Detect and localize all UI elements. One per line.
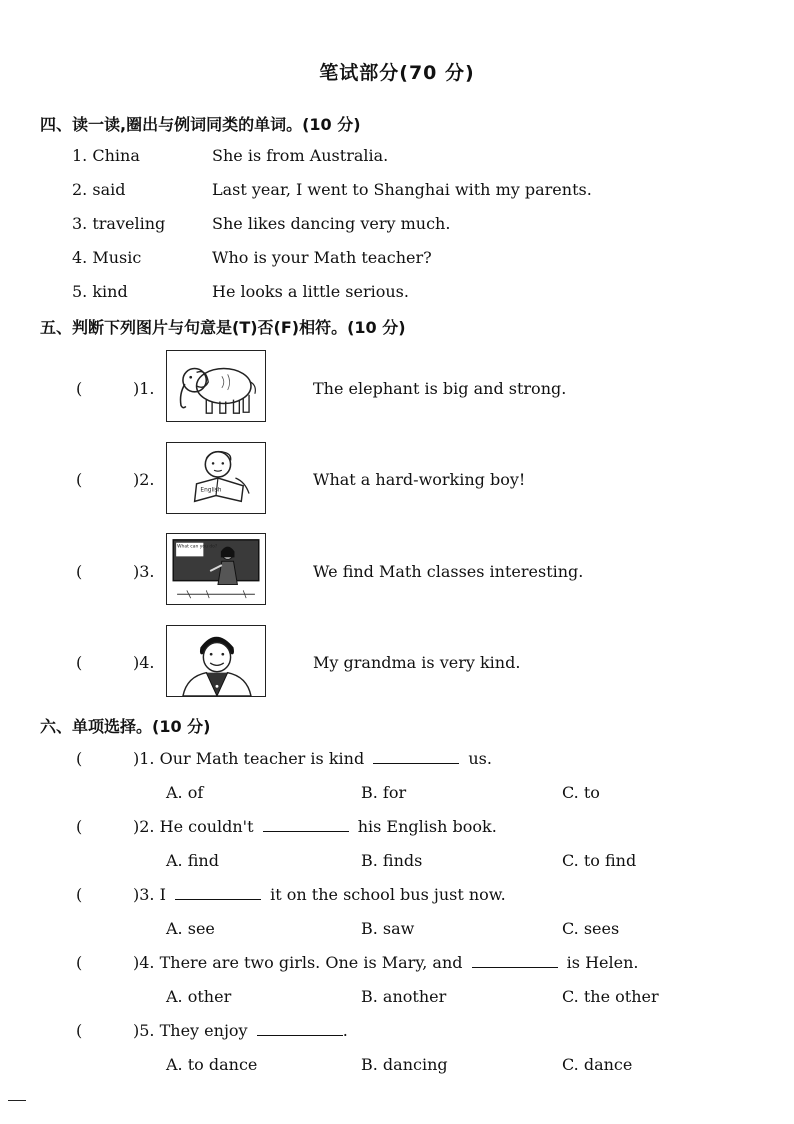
s4-word-1: 1. China <box>72 146 140 165</box>
answer-paren[interactable]: ( <box>76 562 83 581</box>
option-b[interactable]: B. another <box>361 987 447 1006</box>
question-text-after: . <box>342 1021 348 1040</box>
question-text-before: There are two girls. One is Mary, and <box>159 953 463 972</box>
teacher-blackboard-icon <box>167 534 265 604</box>
answer-paren[interactable]: ( <box>76 470 83 489</box>
question-text-after: us. <box>468 749 492 768</box>
reading-boy-picture <box>166 442 266 514</box>
answer-paren[interactable]: ( <box>76 653 83 672</box>
book-label: English <box>200 487 222 494</box>
s4-sentence-5: He looks a little serious. <box>212 282 409 301</box>
question-number: )1. <box>133 379 155 398</box>
page-title: 笔试部分(70 分) <box>319 62 475 84</box>
reading-boy-icon <box>167 443 265 513</box>
option-b[interactable]: B. dancing <box>361 1055 448 1074</box>
answer-blank[interactable] <box>373 762 459 764</box>
option-c[interactable]: C. to <box>562 783 600 802</box>
question-number: )5. <box>133 1021 155 1040</box>
answer-blank[interactable] <box>472 966 558 968</box>
choice-question-5 <box>133 1021 348 1040</box>
choice-question-2 <box>133 817 497 836</box>
s4-word-3: 3. traveling <box>72 214 166 233</box>
question-text-after: is Helen. <box>566 953 639 972</box>
grandma-picture <box>166 625 266 697</box>
section5-heading: 五、判断下列图片与句意是(T)否(F)相符。(10 分) <box>40 318 406 337</box>
option-b[interactable]: B. saw <box>361 919 415 938</box>
s4-sentence-1: She is from Australia. <box>212 146 389 165</box>
section6-heading: 六、单项选择。(10 分) <box>40 717 211 736</box>
answer-paren[interactable]: ( <box>76 817 83 836</box>
answer-paren[interactable]: ( <box>76 1021 83 1040</box>
question-number: )2. <box>133 470 155 489</box>
option-c[interactable]: C. the other <box>562 987 659 1006</box>
s4-word-5: 5. kind <box>72 282 128 301</box>
s4-sentence-3: She likes dancing very much. <box>212 214 451 233</box>
question-number: )3. <box>133 562 155 581</box>
choice-question-1 <box>133 749 492 768</box>
elephant-picture <box>166 350 266 422</box>
s4-sentence-2: Last year, I went to Shanghai with my parents. <box>212 180 592 199</box>
page-edge-mark <box>8 1100 26 1101</box>
answer-blank[interactable] <box>175 898 261 900</box>
teacher-blackboard-picture <box>166 533 266 605</box>
question-number: )2. <box>133 817 155 836</box>
answer-paren[interactable]: ( <box>76 749 83 768</box>
option-c[interactable]: C. sees <box>562 919 620 938</box>
question-text-before: They enjoy <box>159 1021 248 1040</box>
picture-sentence-1: The elephant is big and strong. <box>313 379 567 398</box>
question-number: )1. <box>133 749 155 768</box>
grandma-icon <box>167 626 265 696</box>
answer-blank[interactable] <box>263 830 349 832</box>
question-text-before: Our Math teacher is kind <box>159 749 365 768</box>
question-text-after: his English book. <box>357 817 497 836</box>
question-text-after: it on the school bus just now. <box>270 885 506 904</box>
s4-sentence-4: Who is your Math teacher? <box>212 248 432 267</box>
option-a[interactable]: A. of <box>166 783 204 802</box>
question-text-before: He couldn't <box>159 817 254 836</box>
picture-sentence-4: My grandma is very kind. <box>313 653 521 672</box>
option-b[interactable]: B. finds <box>361 851 423 870</box>
question-text-before: I <box>159 885 166 904</box>
section4-heading: 四、读一读,圈出与例词同类的单词。(10 分) <box>40 115 361 134</box>
option-a[interactable]: A. to dance <box>166 1055 258 1074</box>
blackboard-text: What can you do? <box>177 544 218 550</box>
option-a[interactable]: A. see <box>166 919 215 938</box>
question-number: )3. <box>133 885 155 904</box>
answer-paren[interactable]: ( <box>76 953 83 972</box>
option-a[interactable]: A. other <box>166 987 232 1006</box>
answer-blank[interactable] <box>257 1034 343 1036</box>
answer-paren[interactable]: ( <box>76 885 83 904</box>
s4-word-4: 4. Music <box>72 248 142 267</box>
question-number: )4. <box>133 653 155 672</box>
option-c[interactable]: C. dance <box>562 1055 633 1074</box>
picture-sentence-3: We find Math classes interesting. <box>313 562 584 581</box>
answer-paren[interactable]: ( <box>76 379 83 398</box>
picture-sentence-2: What a hard-working boy! <box>313 470 526 489</box>
choice-question-3 <box>133 885 506 904</box>
option-c[interactable]: C. to find <box>562 851 637 870</box>
option-b[interactable]: B. for <box>361 783 407 802</box>
s4-word-2: 2. said <box>72 180 126 199</box>
choice-question-4 <box>133 953 638 972</box>
option-a[interactable]: A. find <box>166 851 219 870</box>
question-number: )4. <box>133 953 155 972</box>
elephant-icon <box>167 351 265 421</box>
